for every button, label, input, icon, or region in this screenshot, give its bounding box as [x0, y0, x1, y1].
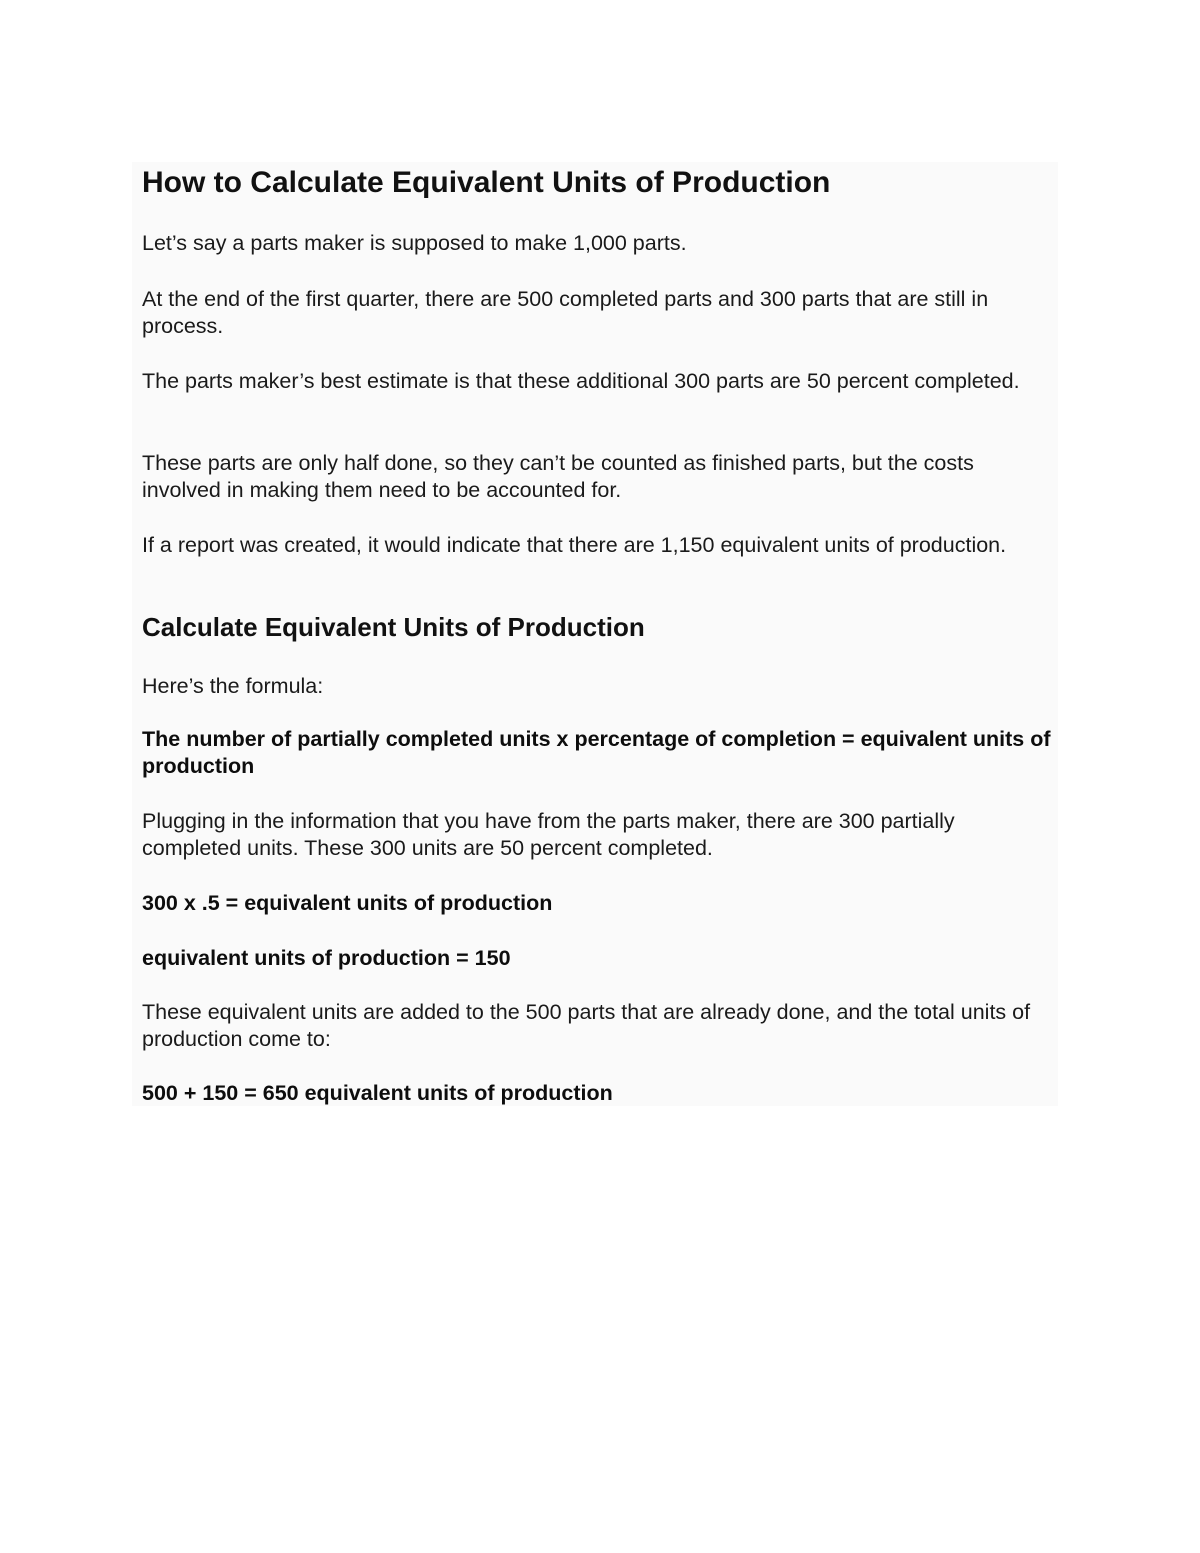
section-heading: Calculate Equivalent Units of Production: [142, 612, 645, 642]
paragraph-best-estimate: The parts maker’s best estimate is that these additional 300 parts are 50 percent completed.: [142, 369, 1020, 393]
formula-intro: Here’s the formula:: [142, 674, 324, 698]
calculation-result: 500 + 150 = 650 equivalent units of production: [142, 1081, 613, 1105]
paragraph-first-quarter: At the end of the first quarter, there are 500 completed parts and 300 parts that are still in process.: [142, 287, 989, 338]
paragraph-report: If a report was created, it would indicate that there are 1,150 equivalent units of production.: [142, 533, 1007, 557]
calculation-step-2: equivalent units of production = 150: [142, 946, 511, 970]
document-content: [132, 162, 1058, 1106]
paragraph-parts-goal: Let’s say a parts maker is supposed to make 1,000 parts.: [142, 231, 687, 255]
formula-statement: The number of partially completed units x percentage of completion = equivalent units of production: [142, 727, 1051, 778]
paragraph-added-units: These equivalent units are added to the 500 parts that are already done, and the total units of production come to:: [142, 1000, 1031, 1051]
document-title: How to Calculate Equivalent Units of Production: [142, 166, 831, 199]
calculation-step-1: 300 x .5 = equivalent units of production: [142, 891, 553, 915]
paragraph-plugging-in: Plugging in the information that you have from the parts maker, there are 300 partially completed units. These 300 units are 50 percent completed.: [142, 809, 955, 860]
paragraph-half-done: These parts are only half done, so they can’t be counted as finished parts, but the costs involved in making them need to be accounted for.: [142, 451, 974, 502]
